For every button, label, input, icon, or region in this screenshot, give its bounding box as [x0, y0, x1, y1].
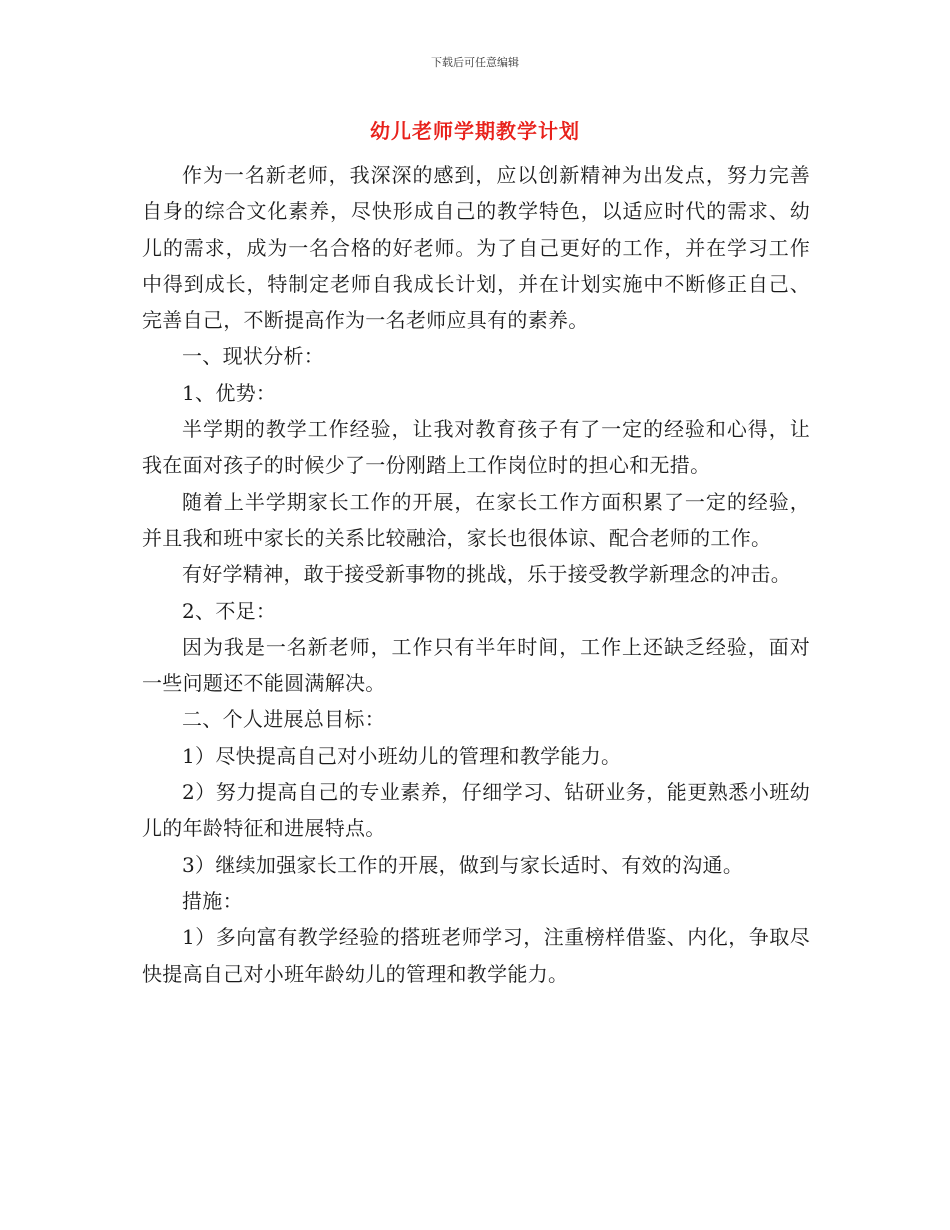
document-title: 幼儿老师学期教学计划: [370, 119, 580, 143]
heading-strengths: 1、优势：: [182, 380, 277, 405]
paragraph-intro: 作为一名新老师，我深深的感到，应以创新精神为出发点，努力完善自身的综合文化素养，尽快形成自己的教学特色，以适应时代的需求、幼儿的需求，成为一名合格的好老师。为了自己更好的工作，并在学习工作中得到成长，特制定老师自我成长计划，并在计划实施中不断修正自己、完善自己，不断提高作为一名老师应具有的素养。: [142, 163, 810, 333]
paragraph-strength-experience: 半学期的教学工作经验，让我对教育孩子有了一定的经验和心得，让我在面对孩子的时候少了一份刚踏上工作岗位时的担心和无措。: [142, 417, 810, 478]
heading-current-analysis: 一、现状分析：: [182, 344, 325, 369]
document-body: [142, 157, 810, 992]
heading-goals: 二、个人进展总目标：: [182, 707, 385, 732]
goal-item-1: 1）尽快提高自己对小班幼儿的管理和教学能力。: [182, 743, 622, 768]
goal-item-2: 2）努力提高自己的专业素养，仔细学习、钻研业务，能更熟悉小班幼儿的年龄特征和进展特点。: [142, 780, 810, 841]
page-header-note: 下载后可任意编辑: [431, 56, 519, 69]
paragraph-strength-parents: 随着上半学期家长工作的开展，在家长工作方面积累了一定的经验，并且我和班中家长的关系比较融洽，家长也很体谅、配合老师的工作。: [142, 489, 810, 550]
paragraph-weakness: 因为我是一名新老师，工作只有半年时间，工作上还缺乏经验，面对一些问题还不能圆满解决。: [142, 634, 810, 696]
goal-item-3: 3）继续加强家长工作的开展，做到与家长适时、有效的沟通。: [182, 852, 744, 877]
heading-weaknesses: 2、不足：: [182, 598, 277, 623]
measure-item-1: 1）多向富有教学经验的搭班老师学习，注重榜样借鉴、内化，争取尽快提高自己对小班年龄幼儿的管理和教学能力。: [142, 925, 810, 986]
heading-measures: 措施：: [182, 888, 243, 913]
paragraph-strength-learning: 有好学精神，敢于接受新事物的挑战，乐于接受教学新理念的冲击。: [182, 562, 791, 587]
